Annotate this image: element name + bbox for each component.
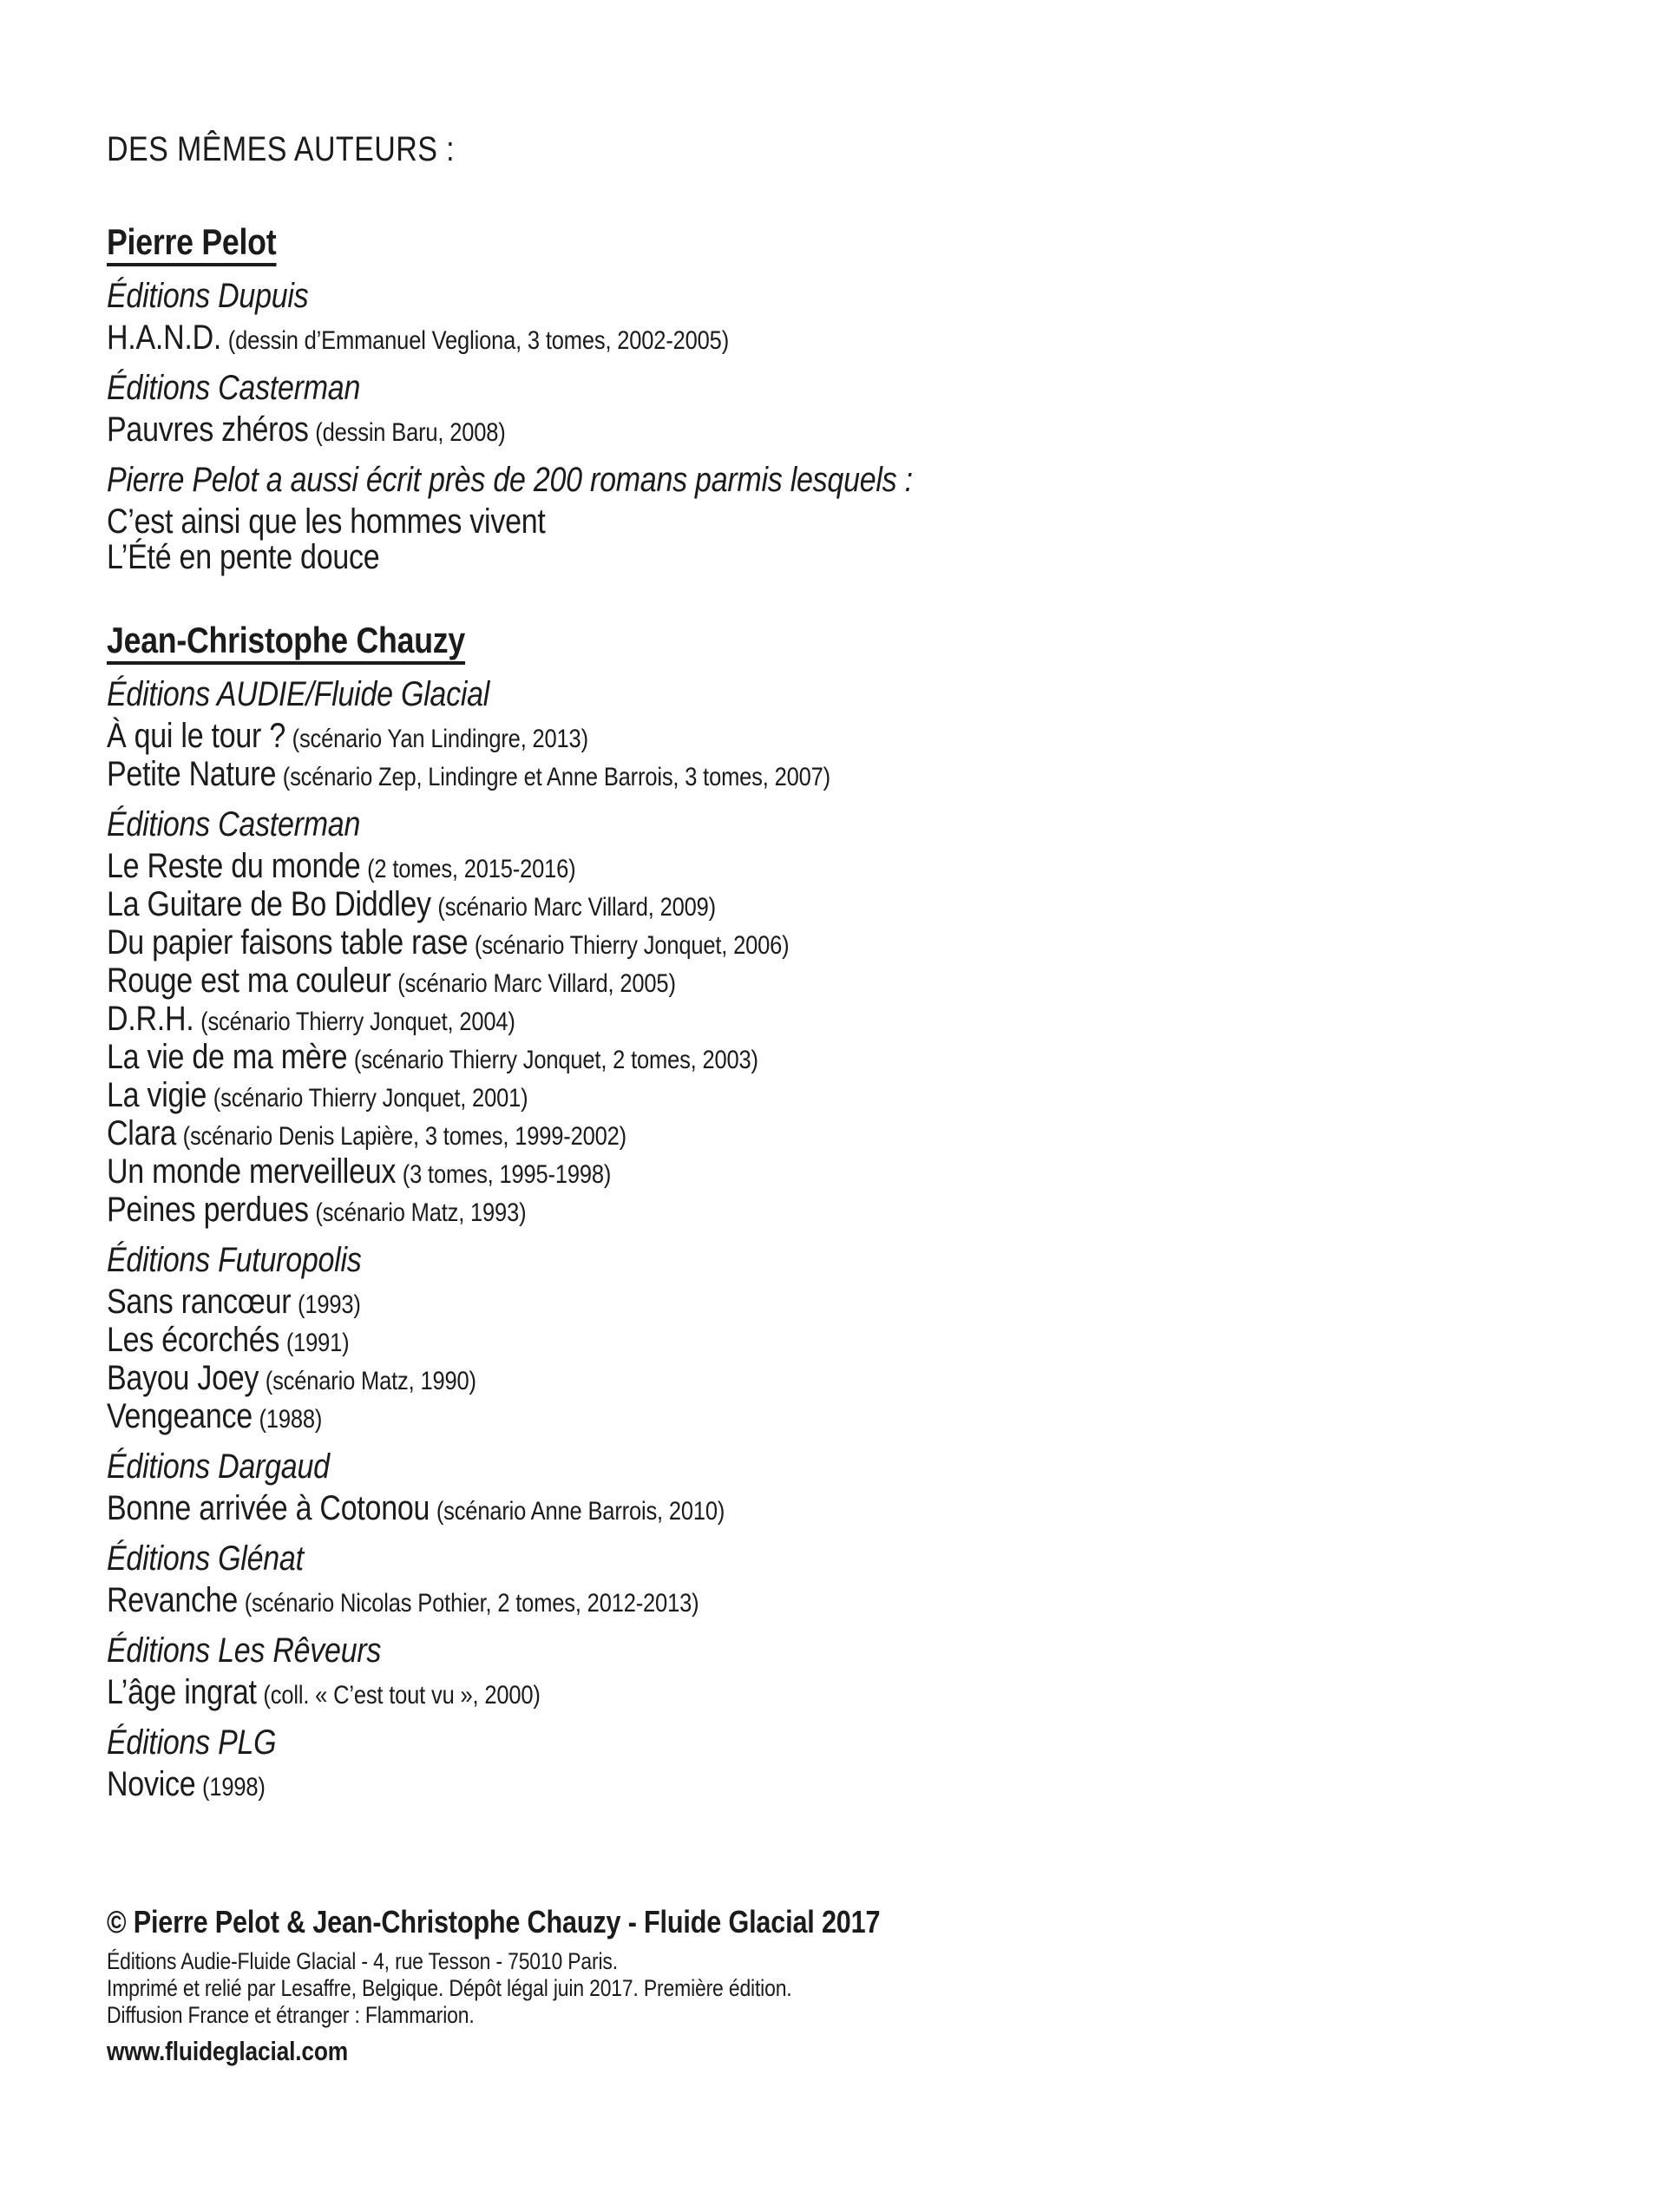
work-line: [107, 925, 1405, 963]
work-title: Rouge est ma couleur: [107, 962, 391, 1000]
work-detail: (scénario Thierry Jonquet, 2001): [213, 1084, 528, 1113]
work-title: La vigie: [107, 1076, 207, 1114]
work-title: La Guitare de Bo Diddley: [107, 885, 431, 923]
work-detail: (scénario Marc Villard, 2005): [397, 969, 676, 998]
work-detail: (scénario Nicolas Pothier, 2 tomes, 2012-2013): [244, 1589, 699, 1618]
work-detail: (1988): [259, 1405, 323, 1434]
publisher-group: [107, 369, 1405, 450]
work-title: Le Reste du monde: [107, 847, 361, 885]
publisher-heading: Pierre Pelot a aussi écrit près de 200 romans parmis lesquels :: [107, 461, 913, 499]
work-line: [107, 1583, 1405, 1621]
work-detail: (2 tomes, 2015-2016): [367, 855, 576, 883]
work-detail: (scénario Zep, Lindingre et Anne Barrois, 3 tomes, 2007): [282, 763, 830, 791]
work-title: La vie de ma mère: [107, 1038, 348, 1076]
publisher-group: [107, 1241, 1405, 1437]
work-title: Novice: [107, 1765, 196, 1803]
publisher-heading: Éditions Les Rêveurs: [107, 1631, 382, 1670]
works: [107, 1583, 1405, 1621]
publisher-heading: Éditions Dupuis: [107, 277, 309, 315]
work-title: Bayou Joey: [107, 1359, 259, 1397]
work-detail: (scénario Matz, 1990): [265, 1367, 476, 1395]
publisher-heading: Éditions AUDIE/Fluide Glacial: [107, 675, 490, 713]
work-line: [107, 412, 1405, 450]
work-detail: (1993): [298, 1290, 361, 1319]
imprint-line: Éditions Audie-Fluide Glacial - 4, rue Tesson - 75010 Paris.: [107, 1948, 618, 1974]
publisher-group: [107, 1631, 1405, 1713]
work-line: [107, 1323, 1405, 1361]
copyright-line: © Pierre Pelot & Jean-Christophe Chauzy - Fluide Glacial 2017: [107, 1904, 881, 1940]
work-line: [107, 1001, 1405, 1040]
work-line: [107, 849, 1405, 887]
authors-list: [107, 222, 1405, 1805]
work-detail: (1991): [285, 1329, 350, 1357]
work-title: Un monde merveilleux: [107, 1152, 397, 1191]
work-line: [107, 719, 1405, 757]
work-line: [107, 757, 1405, 795]
work-line: [107, 887, 1405, 925]
author-name: Pierre Pelot: [107, 222, 276, 266]
groups: [107, 675, 1405, 1805]
publisher-group: [107, 675, 1405, 795]
work-title: D.R.H.: [107, 1000, 194, 1038]
works: [107, 412, 1405, 450]
work-detail: (3 tomes, 1995-1998): [402, 1160, 612, 1189]
publisher-group: [107, 805, 1405, 1231]
publisher-heading: Éditions Glénat: [107, 1539, 304, 1578]
work-detail: (scénario Marc Villard, 2009): [437, 893, 716, 922]
work-detail: (scénario Thierry Jonquet, 2006): [474, 931, 790, 960]
work-title: Bonne arrivée à Cotonou: [107, 1489, 430, 1527]
work-line: [107, 963, 1405, 1001]
work-detail: (scénario Thierry Jonquet, 2 tomes, 2003): [353, 1046, 758, 1074]
works: [107, 1767, 1405, 1805]
work-title: Peines perdues: [107, 1191, 309, 1229]
work-line: [107, 1192, 1405, 1231]
work-line: [107, 1154, 1405, 1192]
work-title: Vengeance: [107, 1397, 253, 1435]
publisher-group: [107, 1447, 1405, 1529]
works: [107, 1675, 1405, 1713]
work-title: Les écorchés: [107, 1321, 280, 1359]
publisher-heading: Éditions PLG: [107, 1723, 277, 1762]
work-line: [107, 1767, 1405, 1805]
publisher-heading: Éditions Casterman: [107, 369, 361, 407]
works: [107, 1284, 1405, 1437]
publisher-group: [107, 277, 1405, 358]
page-title: DES MÊMES AUTEURS :: [107, 130, 456, 168]
work-line: [107, 540, 1405, 575]
work-title: Du papier faisons table rase: [107, 923, 469, 962]
work-title: Sans rancœur: [107, 1283, 292, 1321]
footer-lines: [107, 1948, 1405, 2029]
publisher-heading: Éditions Casterman: [107, 805, 361, 843]
publisher-heading: Éditions Dargaud: [107, 1447, 330, 1486]
work-detail: (scénario Denis Lapière, 3 tomes, 1999-2002): [182, 1122, 626, 1151]
work-title: Petite Nature: [107, 755, 277, 793]
work-title: Pauvres zhéros: [107, 410, 309, 449]
imprint-footer: [107, 1905, 1405, 2066]
credits-content: [107, 130, 1405, 1805]
work-title: Revanche: [107, 1581, 239, 1619]
publisher-group: [107, 1539, 1405, 1621]
author-section: [107, 222, 1405, 575]
works: [107, 719, 1405, 795]
work-title: H.A.N.D.: [107, 318, 222, 357]
work-detail: (dessin Baru, 2008): [315, 418, 506, 447]
publisher-group: [107, 461, 1405, 575]
imprint-line: Diffusion France et étranger : Flammarion.: [107, 2002, 475, 2028]
author-name: Jean-Christophe Chauzy: [107, 620, 465, 665]
work-detail: (dessin d’Emmanuel Vegliona, 3 tomes, 2002-2005): [227, 326, 730, 355]
work-line: [107, 1284, 1405, 1323]
author-name-row: [107, 222, 1405, 266]
imprint-line: Imprimé et relié par Lesaffre, Belgique. Dépôt légal juin 2017. Première édition.: [107, 1975, 792, 2001]
groups: [107, 277, 1405, 575]
publisher-heading: Éditions Futuropolis: [107, 1241, 362, 1279]
work-detail: (1998): [202, 1773, 266, 1802]
work-title: L’âge ingrat: [107, 1673, 257, 1711]
work-line: [107, 1399, 1405, 1437]
works: [107, 320, 1405, 358]
author-name-row: [107, 620, 1405, 665]
work-title: C’est ainsi que les hommes vivent: [107, 502, 546, 541]
publisher-group: [107, 1723, 1405, 1805]
author-section: [107, 620, 1405, 1805]
work-title: Clara: [107, 1114, 176, 1152]
work-line: [107, 320, 1405, 358]
work-line: [107, 504, 1405, 540]
work-line: [107, 1116, 1405, 1154]
work-detail: (scénario Thierry Jonquet, 2004): [200, 1008, 515, 1036]
works: [107, 1491, 1405, 1529]
work-detail: (scénario Anne Barrois, 2010): [436, 1497, 725, 1526]
work-line: [107, 1078, 1405, 1116]
work-line: [107, 1361, 1405, 1399]
work-detail: (scénario Yan Lindingre, 2013): [292, 725, 588, 753]
work-title: L’Été en pente douce: [107, 538, 380, 576]
work-title: À qui le tour ?: [107, 717, 285, 755]
website-url: www.fluideglacial.com: [107, 2036, 349, 2066]
works: [107, 849, 1405, 1231]
work-line: [107, 1040, 1405, 1078]
work-detail: (coll. « C’est tout vu », 2000): [263, 1681, 541, 1710]
work-line: [107, 1675, 1405, 1713]
work-detail: (scénario Matz, 1993): [315, 1198, 527, 1227]
work-line: [107, 1491, 1405, 1529]
works: [107, 504, 1405, 575]
